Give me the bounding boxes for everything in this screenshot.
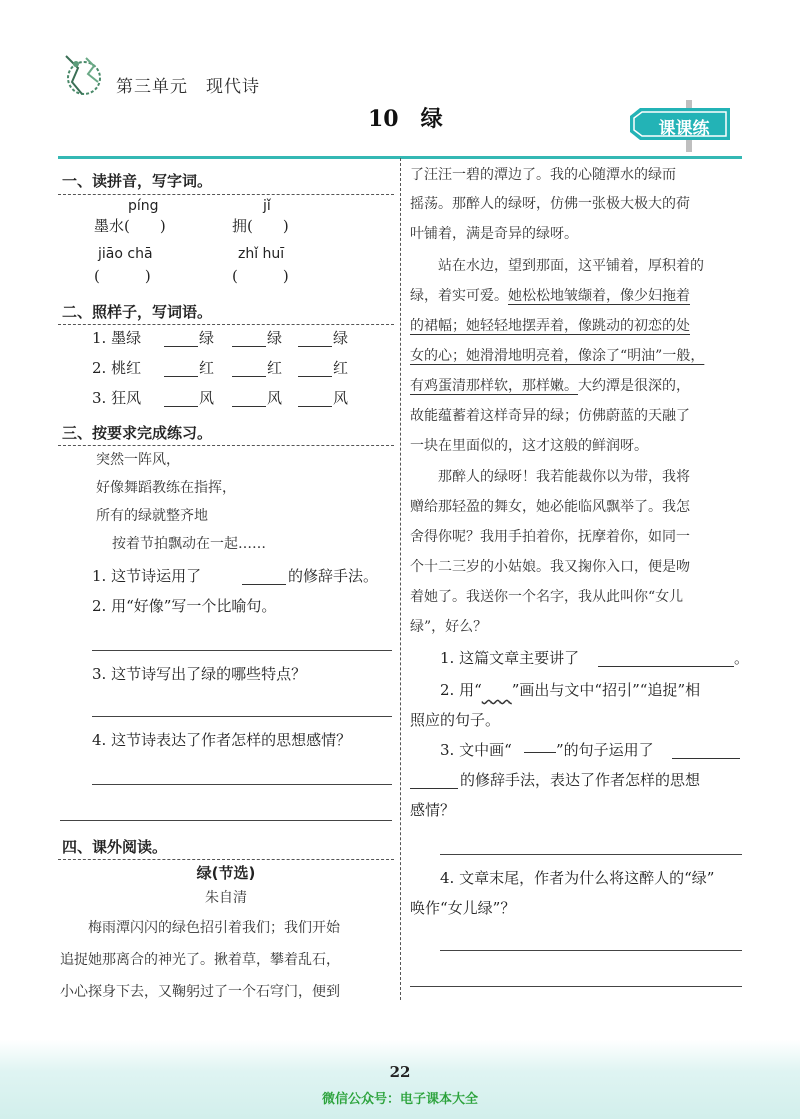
q3-text: 3. 这节诗写出了绿的哪些特点？ xyxy=(92,665,307,683)
row1-suffix-3: 绿 xyxy=(333,329,349,347)
q1-suffix: 的修辞手法。 xyxy=(288,567,379,585)
row3-suffix-1: 风 xyxy=(199,389,215,407)
q3-answer-line[interactable] xyxy=(92,716,392,717)
rq3-answer-line[interactable] xyxy=(440,854,742,855)
pinyin-ping: píng xyxy=(128,198,159,214)
section1-rule xyxy=(58,194,394,195)
rq2-prefix: 2. 用“ xyxy=(440,681,482,699)
column-divider xyxy=(400,158,401,1000)
poem-line-4: 按着节拍飘动在一起…… xyxy=(112,536,266,552)
row3-blank-2[interactable] xyxy=(232,406,266,407)
row1-suffix-1: 绿 xyxy=(199,329,215,347)
right-p3-line-1: 那醉人的绿呀！我若能裁你以为带，我将 xyxy=(410,469,690,485)
right-p2-line-2a: 绿，着实可爱。 xyxy=(410,288,508,304)
right-p2-line-2 xyxy=(410,286,690,306)
section4-rule xyxy=(58,859,394,860)
right-p3-line-3: 舍得你呢？我用手拍着你，抚摩着你，如同一 xyxy=(410,529,690,545)
rq4-answer-line-1[interactable] xyxy=(440,950,742,951)
row2-blank-3[interactable] xyxy=(298,376,332,377)
section2-rule xyxy=(58,324,394,325)
word-box-moshui[interactable]: 墨水( ) xyxy=(94,217,166,235)
badge-label: 课课练 xyxy=(658,119,710,139)
right-p3-line-2: 赠给那轻盈的舞女，她必能临风飘举了。我怎 xyxy=(410,499,690,515)
right-p2-line-6: 故能蕴蓄着这样奇异的绿；仿佛蔚蓝的天融了 xyxy=(410,408,690,424)
right-p1-line-2: 摇荡。那醉人的绿呀，仿佛一张极大极大的荷 xyxy=(410,196,690,212)
rq4-line-1: 4. 文章末尾，作者为什么将这醉人的“绿” xyxy=(440,869,715,887)
q4-answer-line-1[interactable] xyxy=(92,784,392,785)
rq3-blank-2[interactable] xyxy=(410,788,458,789)
pinyin-ji: jǐ xyxy=(263,198,271,214)
rq3-mid: ”的句子运用了 xyxy=(556,741,654,759)
poem-line-2: 好像舞蹈教练在指挥， xyxy=(96,480,236,496)
word-box-yong[interactable]: 拥( ) xyxy=(232,217,289,235)
poem-line-3: 所有的绿就整齐地 xyxy=(96,508,208,524)
lesson-title: 10 绿 xyxy=(368,106,443,132)
right-p3-line-4: 个十二三岁的小姑娘。我又掬你入口，便是吻 xyxy=(410,559,690,575)
rq3-line-3: 感情？ xyxy=(410,801,456,819)
right-p2-line-1: 站在水边，望到那面，这平铺着，厚积着的 xyxy=(410,258,704,274)
section3-rule xyxy=(58,445,394,446)
row3-suffix-3: 风 xyxy=(333,389,349,407)
row2-suffix-1: 红 xyxy=(199,359,215,377)
left-para-line-1: 梅雨潭闪闪的绿色招引着我们；我们开始 xyxy=(60,920,340,936)
poem-line-1: 突然一阵风， xyxy=(96,452,180,468)
right-p3-line-6: 绿”，好么？ xyxy=(410,619,488,635)
footer-caption: 微信公众号：电子课本大全 xyxy=(321,1092,478,1107)
rq2-line-2: 照应的句子。 xyxy=(410,711,501,729)
row3-label: 3. 狂风 xyxy=(92,389,142,407)
row2-suffix-2: 红 xyxy=(267,359,283,377)
right-p1-line-1: 了汪汪一碧的潭边了。我的心随潭水的绿而 xyxy=(410,167,676,183)
wavy-line-mark xyxy=(482,681,512,699)
rq3-line-2: 的修辞手法，表达了作者怎样的思想 xyxy=(460,771,701,789)
right-p2-line-3: 的裙幅；她轻轻地摆弄着，像跳动的初恋的处 xyxy=(410,318,690,334)
right-p2-line-5 xyxy=(410,376,690,396)
lesson-badge xyxy=(626,100,736,152)
rq1-suffix: 。 xyxy=(734,649,750,667)
right-p2-line-4: 女的心；她滑滑地明亮着，像涂了“明油”一般， xyxy=(410,348,705,364)
q1-blank[interactable] xyxy=(242,584,286,585)
page-number: 22 xyxy=(389,1063,411,1081)
rq1-prefix: 1. 这篇文章主要讲了 xyxy=(440,649,580,667)
row1-blank-3[interactable] xyxy=(298,346,332,347)
right-p2-line-5a: 有鸡蛋清那样软，那样嫩。 xyxy=(410,378,578,394)
section3-title: 三、按要求完成练习。 xyxy=(62,424,213,442)
q1-prefix: 1. 这节诗运用了 xyxy=(92,567,202,585)
q2-text: 2. 用“好像”写一个比喻句。 xyxy=(92,597,277,615)
pinyin-zhihui: zhǐ huī xyxy=(238,246,285,262)
right-p2-line-2b: 她松松地皱缬着，像少妇拖着 xyxy=(508,288,690,304)
right-p3-line-5: 着她了。我送你一个名字，我从此叫你“女儿 xyxy=(410,589,684,605)
row2-label: 2. 桃红 xyxy=(92,359,142,377)
straight-line-mark xyxy=(524,752,556,753)
rq2-line-1 xyxy=(440,680,700,700)
row1-blank-1[interactable] xyxy=(164,346,198,347)
right-p2-line-5b: 大约潭是很深的， xyxy=(578,378,690,394)
section2-title: 二、照样子，写词语。 xyxy=(62,303,213,321)
rq4-answer-line-2[interactable] xyxy=(410,986,742,987)
word-box-jiaocha[interactable]: ( ) xyxy=(94,267,151,285)
article-author: 朱自清 xyxy=(205,890,247,906)
row3-blank-3[interactable] xyxy=(298,406,332,407)
word-box-zhihui[interactable]: ( ) xyxy=(232,267,289,285)
right-p1-line-3: 叶铺着，满是奇异的绿呀。 xyxy=(410,226,578,242)
unit-logo-icon xyxy=(58,48,106,100)
rq4-line-2: 唤作“女儿绿”？ xyxy=(410,899,516,917)
row2-blank-2[interactable] xyxy=(232,376,266,377)
section4-title: 四、课外阅读。 xyxy=(62,838,168,856)
row2-suffix-3: 红 xyxy=(333,359,349,377)
q2-answer-line[interactable] xyxy=(92,650,392,651)
row1-blank-2[interactable] xyxy=(232,346,266,347)
row3-blank-1[interactable] xyxy=(164,406,198,407)
row1-suffix-2: 绿 xyxy=(267,329,283,347)
row3-suffix-2: 风 xyxy=(267,389,283,407)
right-p2-line-7: 一块在里面似的，这才这般的鲜润呀。 xyxy=(410,438,648,454)
rq3-blank-1[interactable] xyxy=(672,758,740,759)
rq2-suffix: ”画出与文中“招引”“追捉”相 xyxy=(511,681,701,699)
section1-title: 一、读拼音，写字词。 xyxy=(62,172,213,190)
left-para-line-2: 追捉她那离合的神光了。揪着草，攀着乱石， xyxy=(60,952,340,968)
left-para-line-3: 小心探身下去，又鞠躬过了一个石穹门，便到 xyxy=(60,984,340,1000)
rq1-blank[interactable] xyxy=(598,666,734,667)
article-title: 绿(节选) xyxy=(196,864,256,882)
rq3-prefix: 3. 文中画“ xyxy=(440,741,512,759)
q4-text: 4. 这节诗表达了作者怎样的思想感情？ xyxy=(92,731,352,749)
row1-label: 1. 墨绿 xyxy=(92,329,142,347)
q4-answer-line-2[interactable] xyxy=(60,820,392,821)
unit-title: 第三单元 现代诗 xyxy=(116,77,260,97)
pinyin-jiaocha: jiāo chā xyxy=(98,246,153,262)
row2-blank-1[interactable] xyxy=(164,376,198,377)
